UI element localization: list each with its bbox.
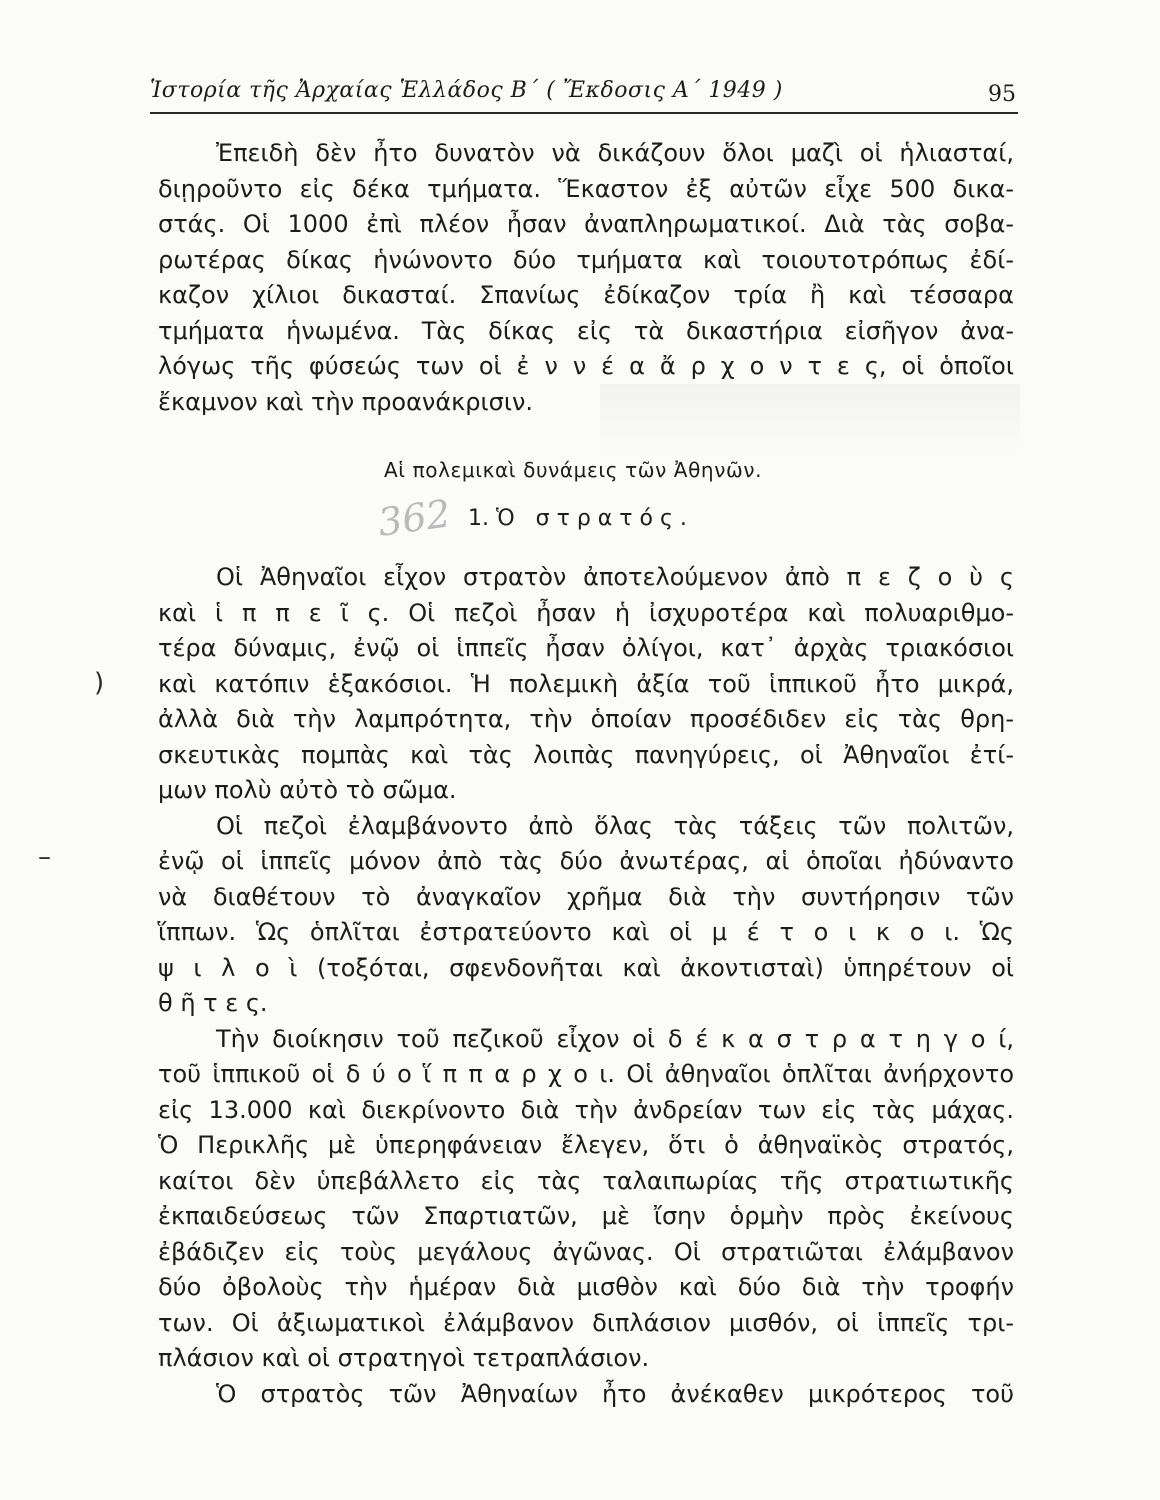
text-line: Οἱ πεζοὶ ἐλαμβάνοντο ἀπὸ ὅλας τὰς τάξεις τῶν πολιτῶν, — [216, 811, 1014, 840]
text-line: δύο ὀβολοὺς τὴν ἡμέραν διὰ μισθὸν καὶ δύο διὰ τὴν τροφήν — [158, 1273, 1014, 1301]
text-line: των. Οἱ ἀξιωματικοὶ ἐλάμβανον διπλάσιον μισθόν, οἱ ἱππεῖς τρι- — [158, 1308, 1014, 1337]
text-line: λόγως τῆς φύσεώς των οἱ ἐ ν ν έ α ἄ ρ χ ο ν τ ε ς, οἱ ὁποῖοι — [158, 352, 1014, 380]
text-line: ἐκπαιδεύσεως τῶν Σπαρτιατῶν, μὲ ἴσην ὁρμὴν πρὸς ἐκείνους — [158, 1202, 1014, 1230]
subheading-number: 1. — [468, 506, 489, 531]
subheading — [468, 506, 694, 531]
text-line: εἰς 13.000 καὶ διεκρίνοντο διὰ τὴν ἀνδρείαν των εἰς τὰς μάχας. — [158, 1095, 1014, 1124]
page-number: 95 — [988, 82, 1016, 107]
text-line: στάς. Οἱ 1000 ἐπὶ πλέον ἦσαν ἀναπληρωματικοί. Διὰ τὰς σοβα- — [158, 210, 1014, 238]
body-text — [158, 560, 1014, 1412]
running-title: Ἱστορία τῆς Ἀρχαίας Ἑλλάδος Β΄ ( Ἔκδοσις Α΄ 1949 ) — [150, 78, 783, 103]
pencil-annotation: 362 — [375, 491, 454, 545]
text-line: ἐνῷ οἱ ἱππεῖς μόνον ἀπὸ τὰς δύο ἀνωτέρας, αἱ ὁποῖαι ἠδύναντο — [158, 847, 1014, 875]
text-line: ἔκαμνον καὶ τὴν προανάκρισιν. — [158, 387, 534, 416]
text-line: Οἱ Ἀθηναῖοι εἶχον στρατὸν ἀποτελούμενον ἀπὸ π ε ζ ο ὺ ς — [216, 563, 1014, 591]
subheading-title: Ὁ στρατός. — [496, 506, 694, 531]
text-line: Ὁ Περικλῆς μὲ ὑπερηφάνειαν ἔλεγεν, ὅτι ὁ ἀθηναϊκὸς στρατός, — [158, 1131, 1014, 1159]
text-line: σκευτικὰς πομπὰς καὶ τὰς λοιπὰς πανηγύρεις, οἱ Ἀθηναῖοι ἐτί- — [158, 740, 1014, 769]
text-line: τοῦ ἱππικοῦ οἱ δ ύ ο ἵ π π α ρ χ ο ι. Οἱ ἀθηναῖοι ὁπλῖται ἀνήρχοντο — [158, 1060, 1014, 1088]
text-line: τμήματα ἡνωμένα. Τὰς δίκας εἰς τὰ δικαστήρια εἰσῆγον ἀνα- — [158, 316, 1014, 345]
show-through-smudge — [600, 384, 1020, 454]
text-line: θ ῆ τ ε ς. — [158, 989, 268, 1017]
text-line: Ἐπειδὴ δὲν ἦτο δυνατὸν νὰ δικάζουν ὅλοι μαζὶ οἱ ἡλιασταί, — [216, 139, 1014, 167]
text-line: μων πολὺ αὐτὸ τὸ σῶμα. — [158, 776, 457, 804]
text-line: Ὁ στρατὸς τῶν Ἀθηναίων ἦτο ἀνέκαθεν μικρότερος τοῦ — [216, 1379, 1014, 1408]
text-line: πλάσιον καὶ οἱ στρατηγοὶ τετραπλάσιον. — [158, 1344, 650, 1372]
text-line: ἐβάδιζεν εἰς τοὺς μεγάλους ἀγῶνας. Οἱ στρατιῶται ἐλάμβανον — [158, 1237, 1014, 1266]
text-line: ἀλλὰ διὰ τὴν λαμπρότητα, τὴν ὁποίαν προσέδιδεν εἰς τὰς θρη- — [158, 705, 1014, 733]
text-line: διῃροῦντο εἰς δέκα τμήματα. Ἕκαστον ἐξ αὐτῶν εἶχε 500 δικα- — [158, 174, 1014, 203]
margin-mark: ) — [94, 668, 105, 698]
text-line: τέρα δύναμις, ἐνῷ οἱ ἱππεῖς ἦσαν ὀλίγοι, κατ᾿ ἀρχὰς τριακόσιοι — [158, 634, 1014, 662]
text-line: νὰ διαθέτουν τὸ ἀναγκαῖον χρῆμα διὰ τὴν συντήρησιν τῶν — [158, 882, 1014, 911]
section-heading: Αἱ πολεμικαὶ δυνάμεις τῶν Ἀθηνῶν. — [384, 458, 763, 482]
running-head — [150, 74, 1018, 114]
text-line: καζον χίλιοι δικασταί. Σπανίως ἐδίκαζον τρία ἢ καὶ τέσσαρα — [158, 281, 1014, 309]
text-line: καίτοι δὲν ὑπεβάλλετο εἰς τὰς ταλαιπωρίας τῆς στρατιωτικῆς — [158, 1166, 1014, 1195]
text-line: ἵππων. Ὡς ὁπλῖται ἐστρατεύοντο καὶ οἱ μ έ τ ο ι κ ο ι. Ὡς — [158, 918, 1014, 946]
text-line: ψ ι λ ο ὶ (τοξόται, σφενδονῆται καὶ ἀκοντισταὶ) ὑπηρέτουν οἱ — [158, 953, 1014, 982]
text-line: καὶ ἱ π π ε ῖ ς. Οἱ πεζοὶ ἦσαν ἡ ἰσχυροτέρα καὶ πολυαριθμο- — [158, 598, 1014, 627]
text-line: καὶ κατόπιν ἑξακόσιοι. Ἡ πολεμικὴ ἀξία τοῦ ἱππικοῦ ἦτο μικρά, — [158, 669, 1014, 698]
paragraph-courts — [158, 136, 1014, 420]
margin-mark: – — [38, 842, 51, 872]
text-line: ρωτέρας δίκας ἡνώνοντο δύο τμήματα καὶ τοιουτοτρόπως ἐδί- — [158, 245, 1014, 274]
text-line: Τὴν διοίκησιν τοῦ πεζικοῦ εἶχον οἱ δ έ κ α σ τ ρ α τ η γ ο ί, — [216, 1024, 1014, 1053]
